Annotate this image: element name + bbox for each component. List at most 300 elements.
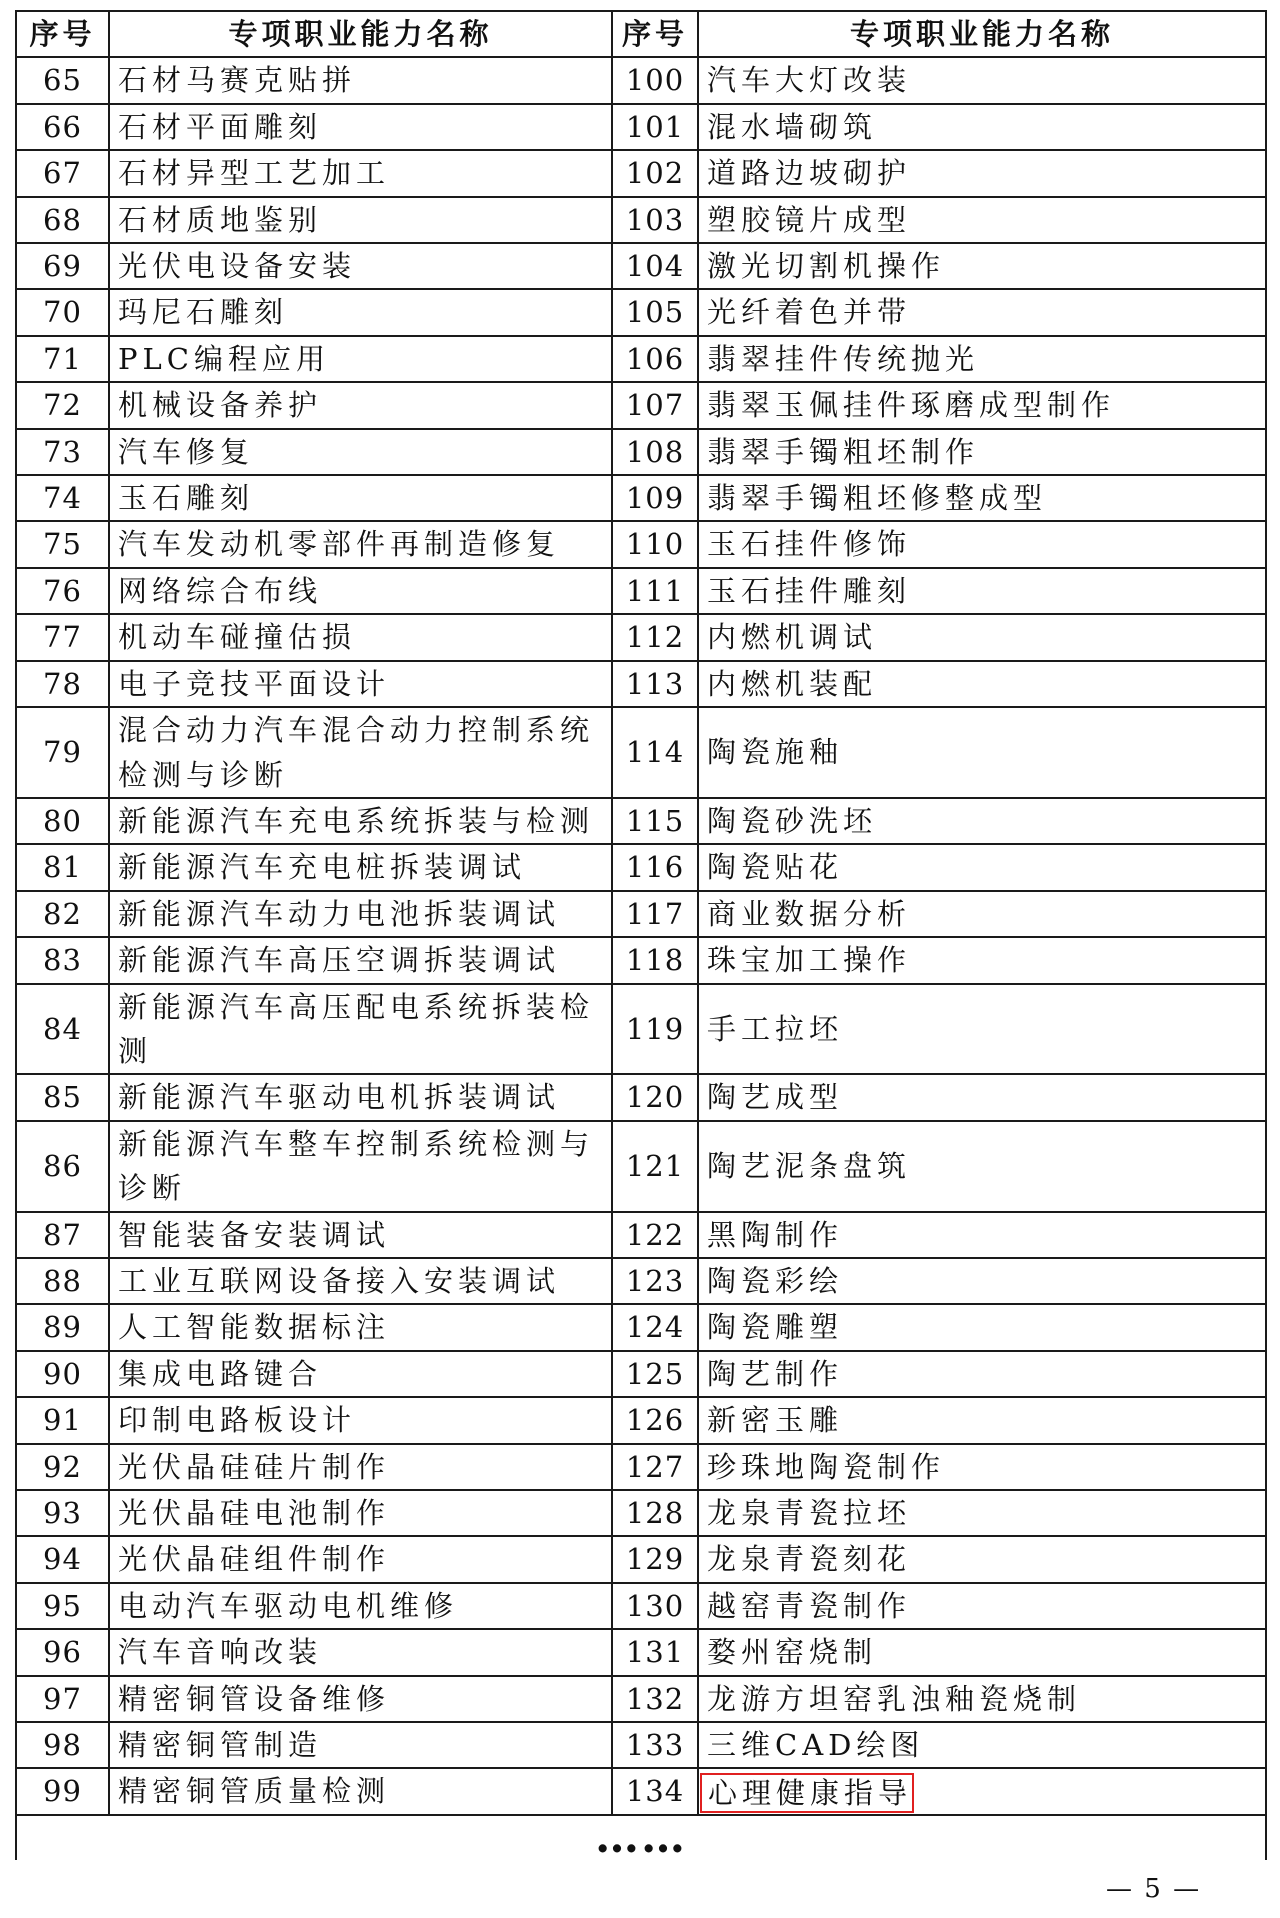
serial-number: 129	[625, 1542, 685, 1577]
serial-number: 117	[625, 896, 685, 931]
skill-name-cell	[698, 1397, 1266, 1443]
serial-number: 103	[625, 202, 685, 237]
table-row	[16, 1490, 1266, 1536]
serial-number-cell	[16, 1351, 109, 1397]
serial-number: 110	[625, 527, 685, 562]
serial-number-cell	[16, 661, 109, 707]
serial-number: 128	[625, 1496, 685, 1530]
serial-number: 66	[43, 109, 82, 144]
table-row	[16, 984, 1266, 1075]
table-row	[16, 289, 1266, 335]
serial-number-cell	[612, 614, 698, 660]
serial-number-cell	[16, 1583, 109, 1629]
serial-number: 75	[43, 527, 82, 562]
skill-name-cell	[698, 1536, 1266, 1582]
serial-number-cell	[612, 844, 698, 890]
table-row	[16, 1676, 1266, 1722]
serial-number: 81	[43, 850, 82, 885]
table-row	[16, 614, 1266, 660]
skill-name-cell	[698, 289, 1266, 335]
skill-name: 陶艺泥条盘筑	[707, 1148, 912, 1183]
serial-number: 111	[625, 573, 685, 608]
serial-number: 79	[43, 735, 82, 770]
serial-number: 76	[43, 573, 82, 608]
serial-number-cell	[612, 1121, 698, 1212]
serial-number: 72	[43, 388, 82, 423]
skill-name: 陶瓷雕塑	[707, 1310, 844, 1345]
header-skill-name-right: 专项职业能力名称	[698, 11, 1266, 57]
skill-name-cell	[698, 1304, 1266, 1350]
skill-name: 塑胶镜片成型	[707, 202, 912, 237]
skill-name-cell	[109, 521, 612, 567]
skill-name-cell	[698, 197, 1266, 243]
serial-number-cell	[16, 57, 109, 103]
serial-number-cell	[612, 521, 698, 567]
serial-number-cell	[16, 429, 109, 475]
serial-number: 99	[43, 1774, 82, 1809]
serial-number-cell	[16, 382, 109, 428]
skill-name: 新能源汽车充电桩拆装调试	[118, 850, 527, 885]
skill-name: 陶艺制作	[707, 1356, 844, 1391]
skill-name: 网络综合布线	[118, 573, 323, 608]
serial-number-cell	[16, 844, 109, 890]
serial-number: 96	[43, 1635, 82, 1670]
serial-number-cell	[16, 1768, 109, 1814]
serial-number: 73	[43, 434, 82, 469]
table-row	[16, 1768, 1266, 1814]
skill-name-cell	[698, 844, 1266, 890]
skill-name: 手工拉坯	[707, 1011, 844, 1046]
skill-name: 光伏晶硅电池制作	[118, 1496, 391, 1530]
skill-name: 精密铜管质量检测	[118, 1774, 391, 1809]
serial-number-cell	[16, 1258, 109, 1304]
serial-number: 85	[43, 1080, 82, 1115]
skill-name-cell	[698, 475, 1266, 521]
skill-name: 汽车大灯改装	[707, 63, 912, 98]
serial-number-cell	[612, 336, 698, 382]
skill-name: 陶瓷贴花	[707, 850, 844, 885]
skill-name-cell	[698, 1490, 1266, 1536]
skill-name: 混水墙砌筑	[707, 109, 878, 144]
serial-number-cell	[612, 1258, 698, 1304]
skill-name-cell	[109, 57, 612, 103]
header-skill-name-left: 专项职业能力名称	[109, 11, 612, 57]
highlighted-skill-name: 心理健康指导	[700, 1773, 914, 1813]
skill-name-cell	[109, 1722, 612, 1768]
serial-number-cell	[16, 150, 109, 196]
serial-number: 113	[625, 666, 685, 701]
table-row	[16, 1536, 1266, 1582]
skill-name-cell	[109, 891, 612, 937]
skill-name: 新能源汽车高压配电系统拆装检测	[118, 989, 595, 1068]
serial-number-cell	[16, 614, 109, 660]
serial-number-cell	[612, 475, 698, 521]
serial-number: 107	[625, 388, 685, 423]
table-row	[16, 1444, 1266, 1490]
skill-name: 机动车碰撞估损	[118, 620, 357, 655]
skill-name: 内燃机调试	[707, 620, 878, 655]
serial-number: 78	[43, 666, 82, 701]
serial-number-cell	[612, 1397, 698, 1443]
serial-number: 93	[43, 1496, 82, 1530]
serial-number: 82	[43, 896, 82, 931]
skill-name-cell	[698, 891, 1266, 937]
table-row	[16, 661, 1266, 707]
serial-number-cell	[16, 1304, 109, 1350]
serial-number: 65	[43, 63, 82, 98]
serial-number-cell	[16, 197, 109, 243]
skill-name-cell	[109, 1536, 612, 1582]
serial-number-cell	[612, 243, 698, 289]
continuation-row	[16, 1815, 1266, 1860]
table-row	[16, 475, 1266, 521]
skill-name-cell	[698, 429, 1266, 475]
skill-name-cell	[109, 707, 612, 798]
skill-name: 新能源汽车充电系统拆装与检测	[118, 803, 595, 838]
serial-number-cell	[612, 1074, 698, 1120]
serial-number: 131	[625, 1635, 685, 1670]
serial-number-cell	[612, 707, 698, 798]
serial-number-cell	[16, 336, 109, 382]
skill-name: 石材质地鉴别	[118, 202, 323, 237]
serial-number-cell	[612, 891, 698, 937]
skill-name: 龙游方坦窑乳浊釉瓷烧制	[707, 1681, 1082, 1716]
table-row	[16, 1583, 1266, 1629]
serial-number: 121	[625, 1148, 685, 1183]
serial-number: 95	[43, 1588, 82, 1623]
table-row	[16, 1351, 1266, 1397]
table-row	[16, 1121, 1266, 1212]
skill-name: 龙泉青瓷拉坯	[707, 1496, 912, 1530]
table-row	[16, 104, 1266, 150]
skill-name-cell	[109, 1444, 612, 1490]
skill-name-cell	[698, 614, 1266, 660]
skill-name: 新能源汽车动力电池拆装调试	[118, 896, 561, 931]
serial-number: 119	[625, 1011, 685, 1046]
header-serial-left: 序号	[16, 11, 109, 57]
serial-number-cell	[16, 1212, 109, 1258]
skill-name: 玉石雕刻	[118, 481, 255, 516]
continuation-ellipsis: ……	[595, 1814, 687, 1860]
serial-number-cell	[612, 1768, 698, 1814]
serial-number-cell	[16, 1444, 109, 1490]
skill-name: 智能装备安装调试	[118, 1217, 391, 1252]
skill-name-cell	[109, 614, 612, 660]
skill-name: PLC编程应用	[118, 341, 330, 376]
skill-name: 光纤着色并带	[707, 295, 912, 330]
skill-name: 印制电路板设计	[118, 1403, 357, 1438]
table-row	[16, 891, 1266, 937]
table-row	[16, 568, 1266, 614]
table-row	[16, 1629, 1266, 1675]
serial-number-cell	[612, 1444, 698, 1490]
table-row	[16, 336, 1266, 382]
skill-name: 新能源汽车高压空调拆装调试	[118, 943, 561, 978]
table-row	[16, 429, 1266, 475]
skill-name-cell	[109, 1212, 612, 1258]
serial-number: 87	[43, 1217, 82, 1252]
skill-name-cell	[109, 984, 612, 1075]
serial-number-cell	[16, 1722, 109, 1768]
serial-number: 114	[625, 735, 685, 770]
table-row	[16, 197, 1266, 243]
serial-number-cell	[16, 707, 109, 798]
serial-number: 124	[625, 1310, 685, 1345]
skill-name: 陶瓷施釉	[707, 735, 844, 770]
serial-number: 80	[43, 803, 82, 838]
serial-number: 133	[625, 1728, 685, 1763]
serial-number: 86	[43, 1148, 82, 1183]
table-row	[16, 243, 1266, 289]
table-row	[16, 57, 1266, 103]
skill-name-cell	[109, 289, 612, 335]
skill-name: 汽车音响改装	[118, 1635, 323, 1670]
serial-number: 67	[43, 156, 82, 191]
serial-number-cell	[16, 1397, 109, 1443]
table-row	[16, 844, 1266, 890]
serial-number-cell	[612, 661, 698, 707]
skill-name: 石材异型工艺加工	[118, 156, 391, 191]
skill-name: 石材马赛克贴拼	[118, 63, 357, 98]
skill-name-cell	[109, 197, 612, 243]
skill-name-cell	[698, 150, 1266, 196]
skill-name: 光伏晶硅硅片制作	[118, 1449, 391, 1484]
skill-name-cell	[109, 937, 612, 983]
skill-name: 翡翠玉佩挂件琢磨成型制作	[707, 388, 1116, 423]
skill-name-cell	[109, 1676, 612, 1722]
table-row	[16, 937, 1266, 983]
skill-name-cell	[698, 937, 1266, 983]
serial-number: 127	[625, 1449, 685, 1484]
table-row	[16, 1074, 1266, 1120]
skill-name: 汽车修复	[118, 434, 255, 469]
skill-name-cell	[698, 1121, 1266, 1212]
skill-name-cell	[109, 1629, 612, 1675]
serial-number-cell	[612, 1676, 698, 1722]
serial-number-cell	[16, 568, 109, 614]
serial-number: 115	[625, 803, 685, 838]
serial-number: 106	[625, 341, 685, 376]
header-serial-right: 序号	[612, 11, 698, 57]
skill-name-cell	[109, 1490, 612, 1536]
skill-name: 精密铜管制造	[118, 1728, 323, 1763]
skill-name-cell	[698, 1676, 1266, 1722]
serial-number-cell	[612, 1351, 698, 1397]
skill-name-cell	[698, 1351, 1266, 1397]
serial-number: 116	[625, 850, 685, 885]
serial-number: 77	[43, 620, 82, 655]
skill-name: 新能源汽车整车控制系统检测与诊断	[118, 1126, 595, 1206]
serial-number-cell	[16, 984, 109, 1075]
serial-number: 88	[43, 1263, 82, 1298]
skill-name: 激光切割机操作	[707, 249, 946, 284]
continuation-cell	[16, 1815, 1266, 1860]
skill-name-cell	[109, 798, 612, 844]
skill-name: 工业互联网设备接入安装调试	[118, 1263, 561, 1298]
serial-number-cell	[16, 937, 109, 983]
table-row	[16, 798, 1266, 844]
skill-name: 机械设备养护	[118, 388, 323, 423]
table-body	[16, 57, 1266, 1814]
serial-number: 112	[625, 620, 685, 655]
skill-name: 玉石挂件修饰	[707, 527, 912, 562]
table-row	[16, 707, 1266, 798]
table-row	[16, 150, 1266, 196]
skill-name: 珠宝加工操作	[707, 943, 912, 978]
skill-name: 道路边坡砌护	[707, 156, 912, 191]
serial-number: 89	[43, 1310, 82, 1345]
skill-name-cell	[109, 1074, 612, 1120]
serial-number: 97	[43, 1681, 82, 1716]
serial-number-cell	[16, 1536, 109, 1582]
skill-name-cell	[109, 104, 612, 150]
skill-name-cell	[698, 243, 1266, 289]
serial-number-cell	[16, 1074, 109, 1120]
skill-name: 人工智能数据标注	[118, 1310, 391, 1345]
skill-name-cell	[698, 1258, 1266, 1304]
serial-number-cell	[16, 475, 109, 521]
serial-number-cell	[612, 1212, 698, 1258]
skill-name-cell	[109, 1583, 612, 1629]
skill-name-cell	[698, 1212, 1266, 1258]
skill-name-cell	[109, 475, 612, 521]
serial-number-cell	[16, 1676, 109, 1722]
serial-number-cell	[612, 1304, 698, 1350]
table-header-row	[16, 11, 1266, 57]
serial-number-cell	[612, 197, 698, 243]
serial-number: 70	[43, 295, 82, 330]
skill-name: 越窑青瓷制作	[707, 1588, 912, 1623]
serial-number: 132	[625, 1681, 685, 1716]
serial-number-cell	[612, 1536, 698, 1582]
skill-name-cell	[698, 661, 1266, 707]
serial-number: 74	[43, 481, 82, 516]
skill-name-cell	[698, 336, 1266, 382]
skill-name: 陶瓷彩绘	[707, 1263, 844, 1298]
serial-number: 90	[43, 1356, 82, 1391]
skill-name: 玛尼石雕刻	[118, 295, 289, 330]
serial-number-cell	[16, 798, 109, 844]
serial-number-cell	[612, 1722, 698, 1768]
serial-number: 130	[625, 1588, 685, 1623]
skill-name: 商业数据分析	[707, 896, 912, 931]
skill-name-cell	[109, 1768, 612, 1814]
skill-name: 汽车发动机零部件再制造修复	[118, 527, 561, 562]
serial-number: 94	[43, 1542, 82, 1577]
skill-name-cell	[698, 1768, 1266, 1814]
skill-name: 电动汽车驱动电机维修	[118, 1588, 459, 1623]
skill-name: 石材平面雕刻	[118, 109, 323, 144]
skill-name: 精密铜管设备维修	[118, 1681, 391, 1716]
skill-name-cell	[109, 336, 612, 382]
serial-number: 102	[625, 156, 685, 191]
serial-number: 134	[625, 1774, 685, 1809]
skill-name: 光伏电设备安装	[118, 249, 357, 284]
skill-name-cell	[698, 1629, 1266, 1675]
serial-number: 98	[43, 1728, 82, 1763]
serial-number-cell	[612, 150, 698, 196]
serial-number-cell	[16, 289, 109, 335]
skill-name: 翡翠手镯粗坯制作	[707, 434, 980, 469]
skill-name: 新密玉雕	[707, 1403, 844, 1438]
serial-number-cell	[612, 57, 698, 103]
skill-name-cell	[109, 1121, 612, 1212]
skill-name-cell	[109, 429, 612, 475]
skill-name: 电子竞技平面设计	[118, 666, 391, 701]
serial-number: 108	[625, 434, 685, 469]
skill-name: 珍珠地陶瓷制作	[707, 1449, 946, 1484]
serial-number-cell	[16, 104, 109, 150]
skill-name-cell	[698, 984, 1266, 1075]
serial-number-cell	[612, 1490, 698, 1536]
skill-name-cell	[109, 1258, 612, 1304]
serial-number: 83	[43, 943, 82, 978]
serial-number-cell	[612, 568, 698, 614]
skill-name: 婺州窑烧制	[707, 1635, 878, 1670]
serial-number-cell	[612, 984, 698, 1075]
serial-number-cell	[612, 1629, 698, 1675]
serial-number: 84	[43, 1011, 82, 1046]
skills-table	[15, 10, 1267, 1860]
page-number: — 5 —	[1106, 1874, 1202, 1904]
skill-name: 黑陶制作	[707, 1217, 844, 1252]
skill-name: 三维CAD绘图	[707, 1728, 925, 1763]
serial-number: 109	[625, 481, 685, 516]
serial-number-cell	[612, 429, 698, 475]
serial-number-cell	[16, 1121, 109, 1212]
skill-name-cell	[109, 243, 612, 289]
serial-number-cell	[16, 243, 109, 289]
skill-name: 光伏晶硅组件制作	[118, 1542, 391, 1577]
skill-name: 集成电路键合	[118, 1356, 323, 1391]
serial-number-cell	[16, 1490, 109, 1536]
serial-number-cell	[612, 937, 698, 983]
serial-number: 101	[625, 109, 685, 144]
skill-name-cell	[109, 568, 612, 614]
serial-number: 123	[625, 1263, 685, 1298]
serial-number-cell	[612, 104, 698, 150]
serial-number: 105	[625, 295, 685, 330]
serial-number: 104	[625, 249, 685, 284]
skill-name: 玉石挂件雕刻	[707, 573, 912, 608]
serial-number: 71	[43, 341, 82, 376]
skill-name-cell	[698, 707, 1266, 798]
serial-number: 125	[625, 1356, 685, 1391]
skill-name-cell	[109, 661, 612, 707]
skill-name-cell	[698, 568, 1266, 614]
skill-name: 陶瓷砂洗坯	[707, 803, 878, 838]
serial-number: 91	[43, 1403, 82, 1438]
serial-number: 122	[625, 1217, 685, 1252]
skill-name: 新能源汽车驱动电机拆装调试	[118, 1080, 561, 1115]
skill-name-cell	[109, 844, 612, 890]
skill-name: 翡翠手镯粗坯修整成型	[707, 481, 1048, 516]
skill-name-cell	[109, 1351, 612, 1397]
skill-name-cell	[698, 521, 1266, 567]
skill-name: 内燃机装配	[707, 666, 878, 701]
serial-number: 126	[625, 1403, 685, 1438]
serial-number-cell	[612, 1583, 698, 1629]
skill-name-cell	[698, 1722, 1266, 1768]
skill-name: 混合动力汽车混合动力控制系统检测与诊断	[118, 713, 595, 792]
skill-name-cell	[109, 1304, 612, 1350]
skill-name-cell	[109, 1397, 612, 1443]
serial-number-cell	[612, 289, 698, 335]
table-row	[16, 521, 1266, 567]
table-row	[16, 1258, 1266, 1304]
skill-name-cell	[698, 1583, 1266, 1629]
skill-name-cell	[109, 382, 612, 428]
